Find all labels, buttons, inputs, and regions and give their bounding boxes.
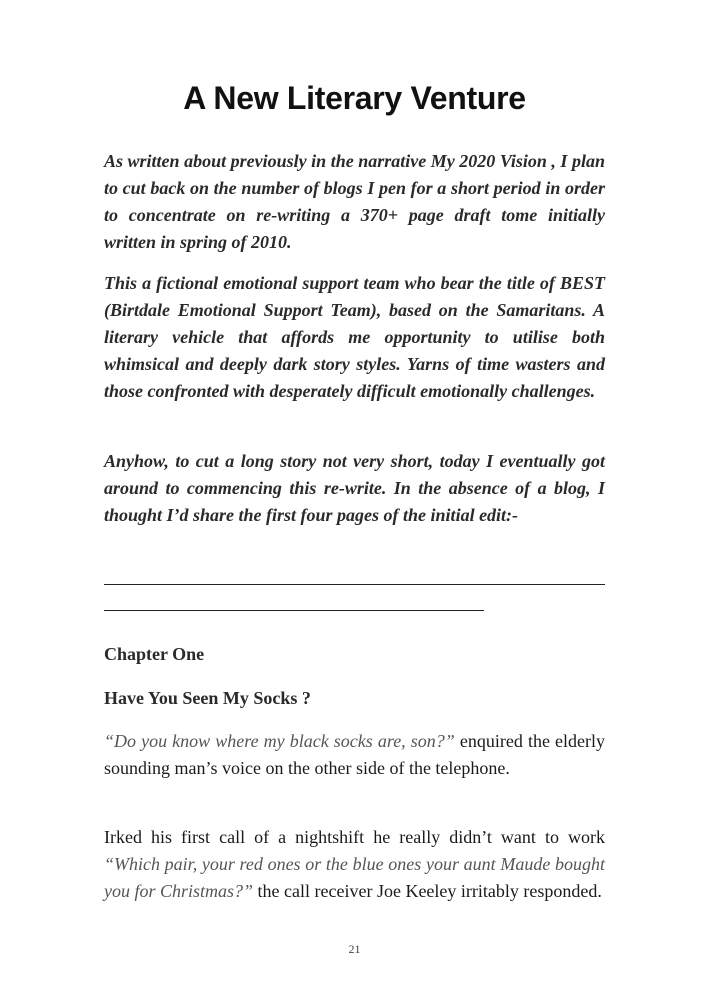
story-paragraph-1 bbox=[104, 728, 605, 782]
chapter-heading: Chapter One bbox=[104, 644, 205, 664]
intro-paragraph-2: This a fictional emotional support team who bear the title of BEST (Birtdale Emotional Support Team), based on the Samaritans. A literary vehicle that affords me opportunity to utilise both whimsical and deeply dark story styles. Yarns of time wasters and those confronted with desperately difficult emotionally challenges. bbox=[104, 273, 605, 401]
narration-text: enquired the elderly sounding man’s voice on the other side of the telephone. bbox=[104, 731, 605, 778]
story-paragraph-2 bbox=[104, 824, 605, 905]
dialogue-quote: “Do you know where my black socks are, son?” bbox=[104, 731, 455, 751]
chapter-subheading: Have You Seen My Socks ? bbox=[104, 688, 311, 708]
narration-text: the call receiver Joe Keeley irritably responded. bbox=[253, 881, 602, 901]
intro-paragraph-1: As written about previously in the narrative My 2020 Vision , I plan to cut back on the number of blogs I pen for a short period in order to concentrate on re-writing a 370+ page draft tome initially written in spring of 2010. bbox=[104, 151, 605, 252]
dialogue-quote: “Which pair, your red ones or the blue ones your aunt Maude bought you for Christmas?” bbox=[104, 854, 605, 901]
divider-line bbox=[104, 584, 605, 585]
page-title: A New Literary Venture bbox=[183, 80, 526, 116]
page-number: 21 bbox=[348, 942, 361, 956]
divider-line-short bbox=[104, 610, 484, 611]
intro-paragraph-3: Anyhow, to cut a long story not very short, today I eventually got around to commencing this re-write. In the absence of a blog, I thought I’d share the first four pages of the initial edit:- bbox=[104, 451, 605, 525]
narration-text: Irked his first call of a nightshift he really didn’t want to work bbox=[104, 827, 605, 847]
